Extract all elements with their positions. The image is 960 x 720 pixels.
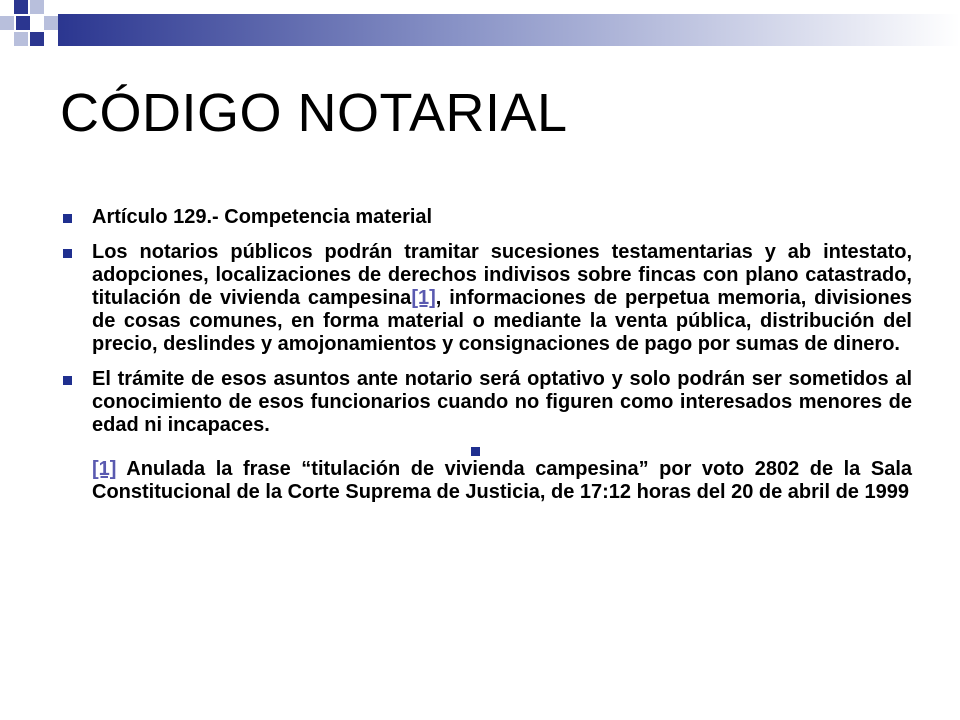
slide-title: CÓDIGO NOTARIAL	[60, 83, 568, 143]
bullet-icon	[63, 249, 72, 258]
item-text: , informaciones de perpetua memoria, divisiones de cosas comunes, en forma material o mediante la venta pública, distribución del precio, deslindes y amojonamientos y consignaciones de pago por sumas de dinero.	[92, 287, 912, 355]
footnote-ref-link[interactable]: [1]	[92, 458, 117, 480]
list-item	[60, 241, 912, 356]
list-item	[60, 368, 912, 437]
footnote-link[interactable]: [1]	[411, 287, 436, 309]
footnote	[60, 458, 912, 504]
bullet-icon	[471, 447, 480, 456]
item-text: El trámite de esos asuntos ante notario será optativo y solo podrán ser sometidos al conocimiento de esos funcionarios cuando no figuren como interesados menores de edad ni incapaces.	[92, 368, 912, 436]
item-text: Los notarios públicos podrán tramitar sucesiones testamentarias y ab intestato, adopciones, localizaciones de derechos indivisos sobre fincas con plano catastrado, titulación de vivienda campesina	[92, 241, 912, 309]
header-decoration	[0, 0, 960, 60]
footnote-text: Anulada la frase “titulación de vivienda campesina” por voto 2802 de la Sala Constitucional de la Corte Suprema de Justicia, de 17:12 horas del 20 de abril de 1999	[92, 458, 912, 503]
bullet-icon	[63, 214, 72, 223]
footnote-bullet-row	[60, 443, 912, 458]
list-item	[60, 206, 912, 229]
bullet-icon	[63, 376, 72, 385]
slide-content	[60, 206, 912, 504]
article-heading: Artículo 129.- Competencia material	[92, 206, 433, 228]
